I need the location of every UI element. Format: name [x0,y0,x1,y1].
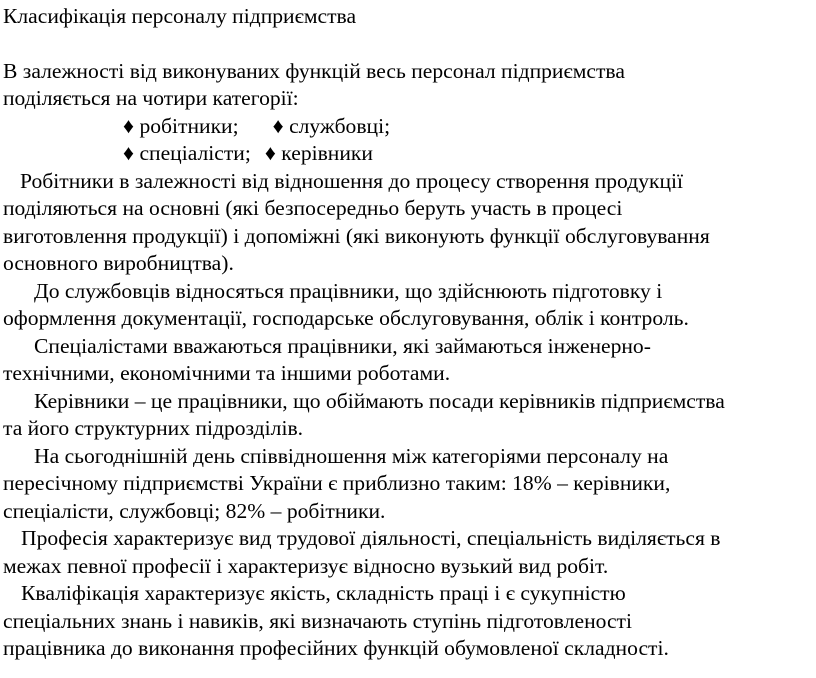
paragraph-line: технічними, економічними та іншими роботами. [3,361,451,385]
paragraph-line: спеціалісти, службовці; 82% – робітники. [3,498,386,523]
category-row [3,113,812,141]
diamond-bullet-icon: ♦ [123,141,135,165]
diamond-bullet-icon: ♦ [272,113,284,138]
paragraph-line: працівника до виконання професійних функцій обумовленої складності. [3,636,669,660]
category-row [3,140,812,168]
paragraph-line: Робітники в залежності від відношення до процесу створення продукції [20,168,684,193]
category-employees: службовці; [289,113,391,138]
category-specialists: спеціалісти; [139,141,251,165]
category-managers: керівники [281,141,373,165]
paragraph-profession [3,525,812,580]
paragraph-line: Кваліфікація характеризує якість, складність праці і є сукупністю [21,581,626,605]
paragraph-line: пересічному підприємстві України є приблизно таким: 18% – керівники, [3,471,671,495]
intro-line: поділяється на чотири категорії: [3,86,299,110]
paragraph-workers [3,168,812,278]
paragraph-line: Керівники – це працівники, що обіймають посади керівників підприємства [34,388,725,413]
paragraph-ratio [3,443,812,526]
intro-line: В залежності від виконуваних функцій весь персонал підприємства [3,58,625,83]
document-title: Класифікація персоналу підприємства [3,4,357,28]
paragraph-line: та його структурних підрозділів. [3,416,304,440]
paragraph-specialists [3,333,812,388]
paragraph-line: На сьогоднішній день співвідношення між категоріями персоналу на [34,443,669,468]
paragraph-line: спеціальних знань і навиків, які визначають ступінь підготовленості [3,608,632,633]
paragraph-line: Професія характеризує вид трудової діяльності, спеціальність виділяється в [21,526,721,550]
paragraph-employees [3,278,812,333]
diamond-bullet-icon: ♦ [264,141,276,165]
paragraph-line: оформлення документації, господарське обслуговування, облік і контроль. [3,306,689,330]
paragraph-line: виготовлення продукції) і допоміжні (які виконують функції обслуговування [3,223,710,248]
paragraph-line: До службовців відносяться працівники, що здійснюють підготовку і [34,278,663,303]
paragraph-managers [3,388,812,443]
intro-paragraph [3,58,812,113]
category-list [3,113,812,168]
paragraph-line: межах певної професії і характеризує відносно вузький вид робіт. [3,553,609,578]
paragraph-qualification [3,580,812,663]
paragraph-line: Спеціалістами вважаються працівники, які займаються інженерно- [34,333,651,358]
document-page [0,3,816,678]
paragraph-line: поділяються на основні (які безпосередньо беруть участь в процесі [3,196,623,220]
diamond-bullet-icon: ♦ [123,113,135,138]
category-workers: робітники; [139,113,239,138]
paragraph-line: основного виробництва). [3,251,234,275]
